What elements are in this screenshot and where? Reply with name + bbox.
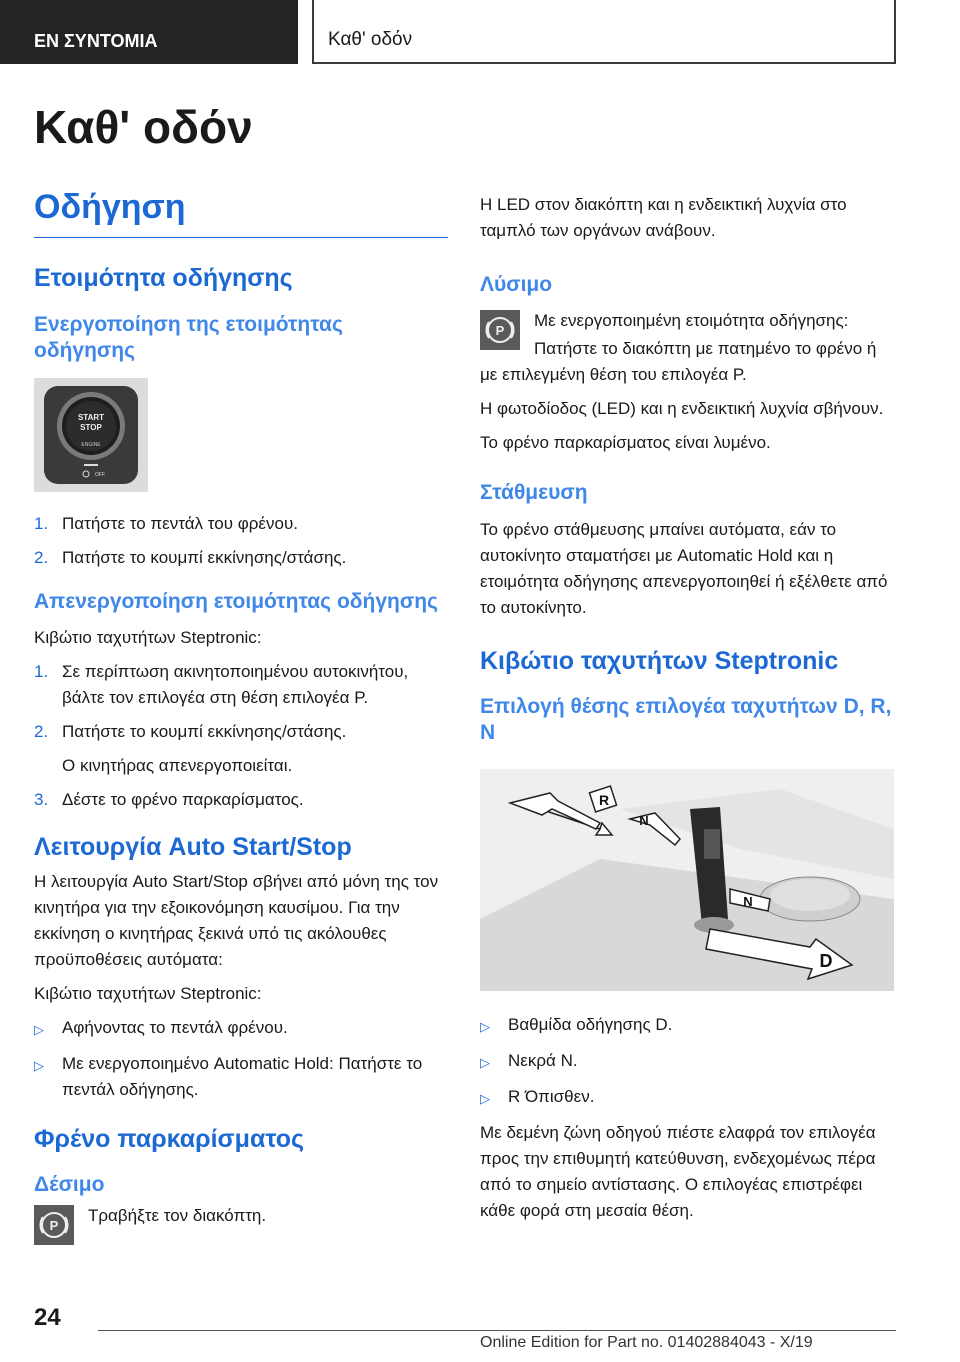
heading-parking-brake: Φρένο παρκαρίσματος xyxy=(34,1124,305,1153)
autostart-bullet-2 xyxy=(34,1051,448,1103)
release-paragraph-1: Πατήστε το διακόπτη με πατημένο το φρένο ή με επιλεγμένη θέση του επιλογέα P. xyxy=(480,339,877,385)
led-paragraph: Η LED στον διακόπτη και η ενδεικτική λυχνία στο ταμπλό των οργάνων ανάβουν. xyxy=(480,195,847,240)
chapter-tab: Καθ' οδόν xyxy=(312,0,896,64)
triangle-bullet-icon: ▷ xyxy=(480,1090,490,1106)
heading-driving: Οδήγηση xyxy=(34,188,448,238)
activate-step-2 xyxy=(34,545,448,571)
step-text: Σε περίπτωση ακινητοποιημένου αυτοκινήτου, βάλτε τον επιλογέα στη θέση επιλογέα P. xyxy=(62,662,409,708)
page-number: 24 xyxy=(34,1304,61,1331)
select-paragraph: Με δεμένη ζώνη οδηγού πιέστε ελαφρά τον επιλογέα προς την επιθυμητή κατεύθυνση, ενδεχομένως πέρα από το σημείο αντίστασης. Ο επιλογέας επιστρέφει κάθε φορά στη μεσαία θέση. xyxy=(480,1122,876,1220)
apply-text: Τραβήξτε τον διακόπτη. xyxy=(88,1205,267,1225)
release-paragraph-2: Η φωτοδίοδος (LED) και η ενδεικτική λυχνία σβήνουν. xyxy=(480,399,884,419)
heading-steptronic: Κιβώτιο ταχυτήτων Steptronic xyxy=(480,646,839,675)
gear-label-n-lower: N xyxy=(743,893,753,909)
select-bullet-3 xyxy=(480,1084,894,1112)
bullet-text: Βαθμίδα οδήγησης D. xyxy=(508,1014,673,1034)
gear-label-r: R xyxy=(598,791,610,808)
left-column xyxy=(34,188,448,1253)
release-intro: Με ενεργοποιημένη ετοιμότητα οδήγησης: xyxy=(534,311,849,331)
triangle-bullet-icon: ▷ xyxy=(480,1018,490,1034)
autostart-paragraph: Η λειτουργία Auto Start/Stop σβήνει από μόνη της τον κινητήρα για την εξοικονόμηση καυσίμου. Για την εκκίνηση ο κινητήρας ξεκινά υπό τις ακόλουθες προϋποθέσεις αυτόματα: xyxy=(34,871,439,969)
autostart-steptronic: Κιβώτιο ταχυτήτων Steptronic: xyxy=(34,983,262,1003)
bullet-text: R Όπισθεν. xyxy=(508,1086,595,1106)
deactivate-step-2 xyxy=(34,719,448,745)
deactivate-note: Ο κινητήρας απενεργοποιείται. xyxy=(62,756,293,776)
release-paragraph-3: Το φρένο παρκαρίσματος είναι λυμένο. xyxy=(480,433,771,453)
step-text: Πατήστε το κουμπί εκκίνησης/στάσης. xyxy=(62,548,347,567)
bullet-text: Νεκρά N. xyxy=(508,1050,578,1070)
footer-divider xyxy=(98,1330,896,1331)
activate-step-1 xyxy=(34,511,448,537)
step-text: Πατήστε το πεντάλ του φρένου. xyxy=(62,514,298,533)
heading-apply: Δέσιμο xyxy=(34,1173,105,1197)
deactivate-step-3 xyxy=(34,787,448,813)
gear-label-d: D xyxy=(819,950,833,971)
step-text: Δέστε το φρένο παρκαρίσματος. xyxy=(62,790,304,810)
heading-deactivate-readiness: Απενεργοποίηση ετοιμότητας οδήγησης xyxy=(34,590,438,613)
edition-footer: Online Edition for Part no. 01402884043 - X/19 xyxy=(480,1334,813,1351)
start-label: START xyxy=(77,413,105,422)
svg-text:P: P xyxy=(49,1217,59,1233)
gear-label-n-upper: N xyxy=(639,812,649,828)
select-bullet-2 xyxy=(480,1048,894,1076)
parking-brake-icon xyxy=(480,310,520,350)
triangle-bullet-icon: ▷ xyxy=(480,1054,490,1070)
deactivate-intro: Κιβώτιο ταχυτήτων Steptronic: xyxy=(34,628,262,648)
off-label: OFF xyxy=(95,472,105,478)
triangle-bullet-icon: ▷ xyxy=(34,1057,44,1073)
triangle-bullet-icon: ▷ xyxy=(34,1021,44,1037)
step-number: 2. xyxy=(34,548,49,567)
svg-text:P: P xyxy=(495,323,505,339)
bullet-text: Με ενεργοποιημένο Automatic Hold: Πατήστε το πεντάλ οδήγησης. xyxy=(62,1053,423,1099)
step-number: 3. xyxy=(34,790,49,810)
start-stop-button-image xyxy=(34,378,148,492)
autostart-bullet-1 xyxy=(34,1015,448,1043)
heading-auto-start-stop: Λειτουργία Auto Start/Stop xyxy=(34,833,352,862)
heading-activate-readiness: Ενεργοποίηση της ετοιμότητας οδήγησης xyxy=(34,312,343,362)
select-bullet-1 xyxy=(480,1012,894,1040)
apply-instruction xyxy=(34,1203,448,1245)
step-number: 1. xyxy=(34,662,49,682)
step-text: Πατήστε το κουμπί εκκίνησης/στάσης. xyxy=(62,722,347,742)
section-tab: ΕΝ ΣΥΝΤΟΜΙΑ xyxy=(0,0,298,64)
heading-select-position: Επιλογή θέσης επιλογέα ταχυτήτων D, R, N xyxy=(480,695,892,745)
deactivate-step-1 xyxy=(34,659,448,711)
bullet-text: Αφήνοντας το πεντάλ φρένου. xyxy=(62,1017,288,1037)
heading-parking: Στάθμευση xyxy=(480,481,588,505)
parking-brake-icon xyxy=(34,1205,74,1245)
parking-paragraph: Το φρένο στάθμευσης μπαίνει αυτόματα, εάν το αυτοκίνητο σταματήσει με Automatic Hold και η ετοιμότητα οδήγησης απενεργοποιηθεί ή εξέλθετε από το αυτοκίνητο. xyxy=(480,519,888,617)
gear-selector-image xyxy=(480,769,894,991)
heading-drive-readiness: Ετοιμότητα οδήγησης xyxy=(34,264,293,292)
page-title: Καθ' οδόν xyxy=(34,101,253,153)
step-number: 1. xyxy=(34,514,49,533)
step-number: 2. xyxy=(34,722,49,742)
right-column xyxy=(480,192,894,1232)
heading-release: Λύσιμο xyxy=(480,273,553,296)
engine-label: ENGINE xyxy=(81,442,101,448)
stop-label: STOP xyxy=(80,423,102,432)
